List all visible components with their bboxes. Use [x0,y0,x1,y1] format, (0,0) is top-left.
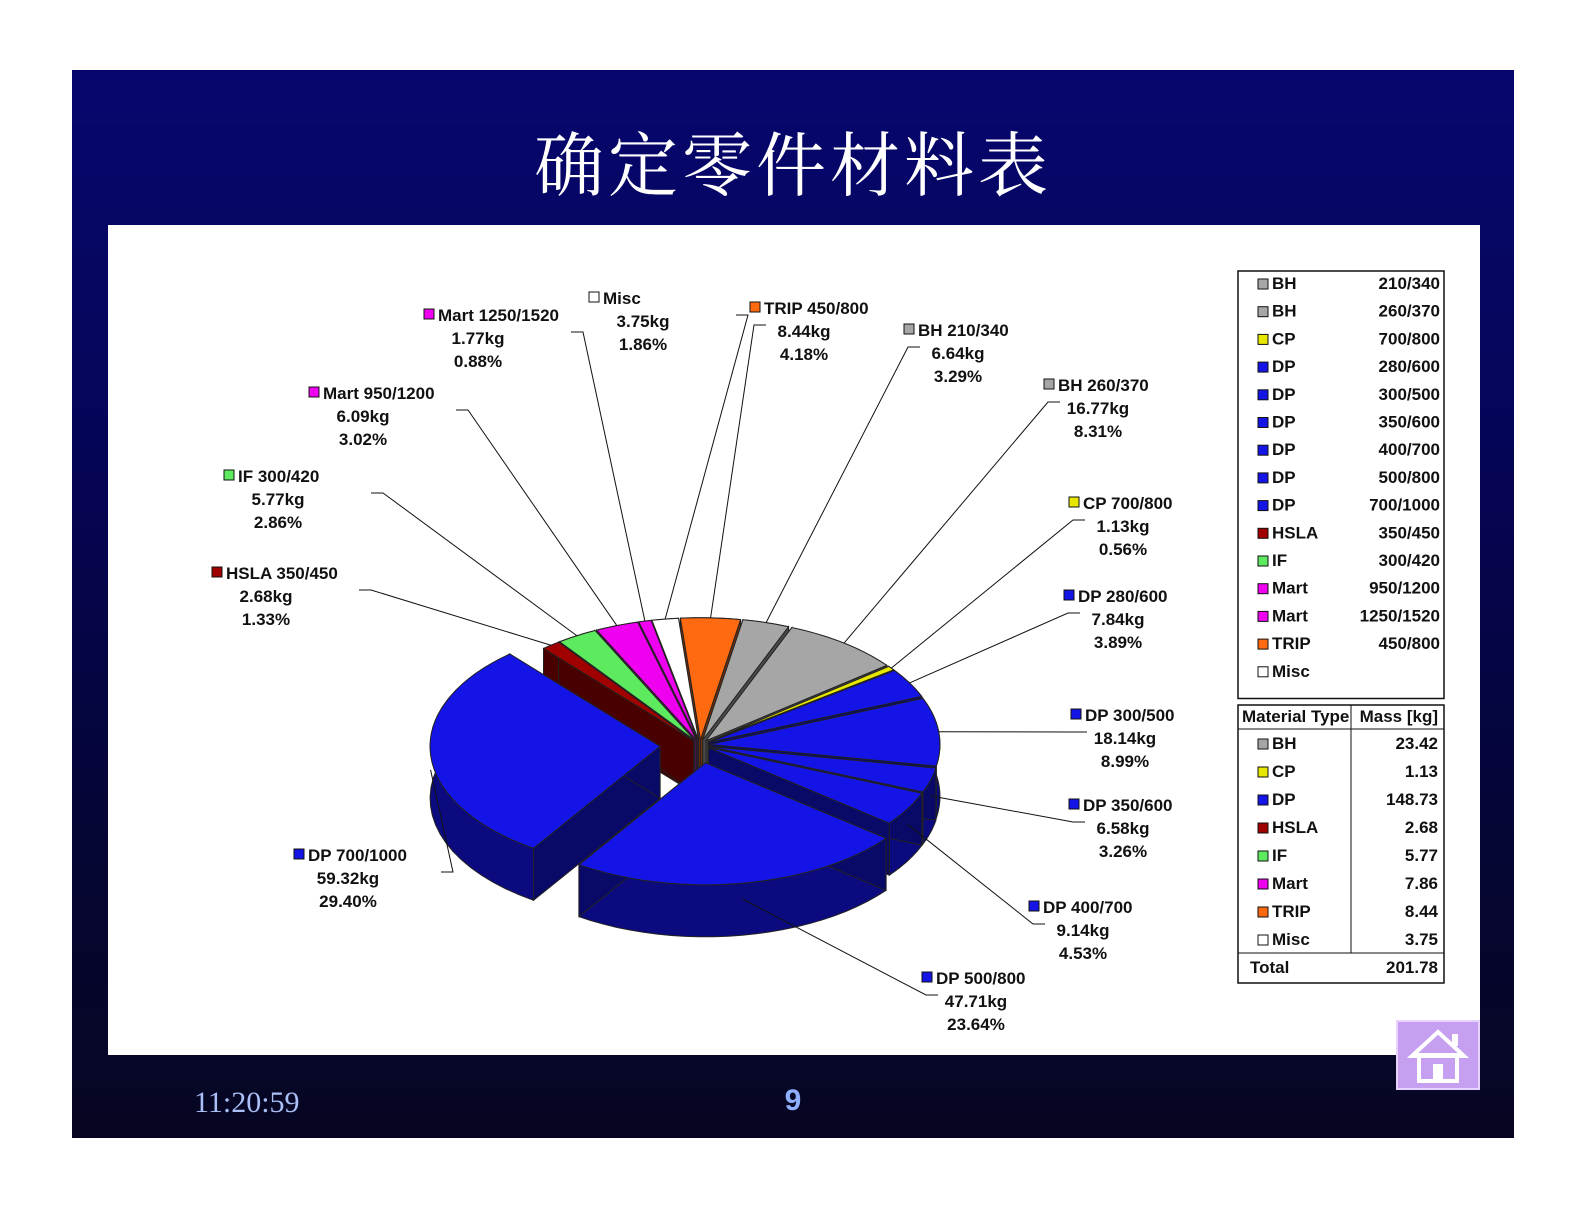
leader-line [844,402,1060,643]
legend-grade: 400/700 [1378,440,1440,460]
pie-group [430,618,940,937]
table-cell-mass: 1.13 [1404,762,1438,781]
slice-label-name: DP 700/1000 [308,846,407,865]
legend-grade: 300/500 [1378,384,1440,404]
slice-label-name: Misc [603,289,641,308]
slice-label-mass: 1.13kg [1096,517,1150,536]
slice-label-mass: 3.75kg [616,312,670,331]
legend-type: Misc [1272,661,1310,681]
legend-swatch [1258,362,1268,372]
legend-swatch [1258,279,1268,289]
legend-type: DP [1272,384,1296,404]
leader-line [571,332,645,621]
legend-type: BH [1272,274,1297,293]
slice-label-percent: 23.64% [947,1015,1005,1034]
legend-type: TRIP [1272,634,1311,654]
table-cell-mass: 148.73 [1386,790,1438,809]
table-header-mass: Mass [kg] [1359,707,1438,726]
legend-grade: 500/800 [1378,467,1440,487]
table-cell-type: IF [1272,846,1288,865]
legend-swatch [1044,379,1054,389]
slice-label-name: CP 700/800 [1083,494,1173,513]
legend [1238,271,1444,699]
slice-label-misc [589,289,748,619]
slice-label-name: DP 280/600 [1078,587,1168,606]
slide [72,70,1514,1138]
legend-swatch [1258,739,1268,749]
slice-label-percent: 2.86% [253,513,303,532]
slice-label-percent: 0.56% [1098,540,1148,559]
legend-swatch [1069,799,1079,809]
slice-label-dp-700-1000 [294,770,453,911]
slice-label-mass: 7.84kg [1091,610,1145,629]
table-header-type: Material Type [1242,707,1350,726]
legend-type: DP [1272,412,1296,432]
slide-clock: 11:20:59 [194,1086,300,1119]
slice-label-mass: 1.77kg [451,329,505,348]
table-cell-mass: 7.86 [1404,874,1438,893]
slice-label-name: DP 500/800 [936,969,1026,988]
leader-line [891,520,1085,668]
table-cell-type: Mart [1272,874,1308,893]
slice-label-mass: 5.77kg [251,490,305,509]
legend-swatch [424,309,434,319]
slice-label-percent: 3.02% [338,430,388,449]
slice-label-mass: 59.32kg [316,869,380,888]
slide-title: 确定零件材料表 [534,125,1052,207]
legend-type: IF [1272,551,1288,570]
legend-grade: 700/800 [1378,329,1440,349]
table-cell-type: HSLA [1272,818,1319,837]
slice-label-hsla-350-450 [212,564,551,645]
slice-label-name: IF 300/420 [238,467,320,486]
slice-label-mart-1250-1520 [424,306,645,621]
slice-label-name: HSLA 350/450 [226,564,338,583]
legend-swatch [1258,445,1268,455]
legend-swatch [1258,639,1268,649]
legend-swatch [1258,907,1268,917]
leader-line [456,410,617,626]
legend-swatch [1258,334,1268,344]
legend-swatch [309,387,319,397]
table-cell-mass: 3.75 [1404,930,1438,949]
legend-swatch [224,470,234,480]
slice-label-mass: 6.64kg [931,344,985,363]
legend-grade: 210/340 [1378,274,1440,293]
legend-swatch [904,324,914,334]
slice-label-percent: 0.88% [453,352,503,371]
slice-label-name: BH 260/370 [1058,376,1149,395]
legend-swatch [1258,307,1268,317]
legend-swatch [212,567,222,577]
legend-grade: 350/600 [1378,412,1440,432]
legend-swatch [1258,851,1268,861]
home-icon [1398,1022,1478,1088]
legend-swatch [1258,418,1268,428]
slice-label-mart-950-1200 [309,384,617,626]
slice-label-percent: 4.18% [779,345,829,364]
slice-label-trip-450-800 [711,299,869,618]
legend-grade: 300/420 [1378,551,1440,570]
slice-label-mass: 16.77kg [1066,399,1130,418]
slice-label-mass: 8.44kg [777,322,831,341]
legend-swatch [1029,901,1039,911]
slice-label-name: DP 400/700 [1043,898,1133,917]
table-cell-mass: 5.77 [1404,846,1438,865]
legend-grade: 950/1200 [1369,578,1440,598]
slice-label-bh-210-340 [766,321,1009,623]
leader-line [910,613,1080,683]
legend-swatch [1069,497,1079,507]
leader-line [359,590,551,645]
slice-label-percent: 3.26% [1098,842,1148,861]
legend-type: HSLA [1272,523,1319,543]
slice-label-mass: 47.71kg [944,992,1008,1011]
legend-type: DP [1272,467,1296,487]
slice-label-percent: 1.86% [618,335,668,354]
legend-swatch [1258,556,1268,566]
legend-type: BH [1272,301,1297,321]
slice-label-dp-300-500 [939,706,1175,771]
slice-label-name: Mart 1250/1520 [438,306,559,325]
legend-swatch [1064,590,1074,600]
slice-label-percent: 3.29% [933,367,983,386]
slice-label-percent: 4.53% [1058,944,1108,963]
table-cell-mass: 23.42 [1395,734,1438,753]
legend-swatch [1258,795,1268,805]
table-cell-type: TRIP [1272,902,1311,921]
slice-label-name: DP 300/500 [1085,706,1175,725]
legend-type: Mart [1272,578,1308,598]
legend-swatch [1258,584,1268,594]
legend-grade: 260/370 [1378,301,1440,321]
legend-grade: 280/600 [1378,357,1440,377]
table-cell-type: BH [1272,734,1297,753]
legend-swatch [294,849,304,859]
slice-label-percent: 8.99% [1100,752,1150,771]
slice-label-name: BH 210/340 [918,321,1009,340]
leader-line [711,325,766,618]
chart-panel [108,225,1480,1055]
leader-line [931,796,1085,822]
legend-grade: 450/800 [1378,634,1440,654]
table-cell-type: CP [1272,762,1296,781]
slice-label-name: DP 350/600 [1083,796,1173,815]
slice-label-mass: 6.09kg [336,407,390,426]
legend-swatch [1258,528,1268,538]
legend-grade: 700/1000 [1369,495,1440,515]
legend-swatch [1258,935,1268,945]
table-total-label: Total [1250,958,1290,977]
home-button[interactable] [1396,1020,1480,1090]
slice-label-percent: 29.40% [319,892,377,911]
exploded-pie-chart [108,225,1480,1055]
slice-label-percent: 8.31% [1073,422,1123,441]
table-cell-type: DP [1272,790,1296,809]
table-cell-type: Misc [1272,930,1310,949]
slice-label-percent: 3.89% [1093,633,1143,652]
slice-label-mass: 18.14kg [1093,729,1157,748]
legend-swatch [922,972,932,982]
slice-label-percent: 1.33% [241,610,291,629]
summary-table [1238,705,1444,983]
legend-swatch [750,302,760,312]
legend-grade: 1250/1520 [1359,606,1440,626]
leader-line [371,493,577,636]
legend-swatch [1258,501,1268,511]
slice-label-dp-280-600 [910,587,1168,683]
slice-label-mass: 6.58kg [1096,819,1150,838]
legend-type: DP [1272,440,1296,460]
legend-type: Mart [1272,606,1308,626]
legend-swatch [1258,667,1268,677]
legend-swatch [1071,709,1081,719]
table-cell-mass: 2.68 [1404,818,1438,837]
slice-label-mass: 2.68kg [239,587,293,606]
legend-swatch [1258,611,1268,621]
legend-swatch [1258,473,1268,483]
slice-label-name: Mart 950/1200 [323,384,435,403]
legend-grade: 350/450 [1378,523,1440,543]
legend-swatch [1258,390,1268,400]
slice-label-name: TRIP 450/800 [764,299,869,318]
legend-swatch [1258,879,1268,889]
slice-label-mass: 9.14kg [1056,921,1110,940]
page-number: 9 [784,1084,802,1117]
legend-swatch [1258,823,1268,833]
table-total-value: 201.78 [1386,958,1438,977]
leader-line [908,824,1045,924]
table-cell-mass: 8.44 [1404,902,1438,921]
legend-type: CP [1272,329,1296,349]
slice-label-dp-350-600 [931,796,1173,861]
legend-swatch [589,292,599,302]
leader-line [665,315,748,619]
legend-type: DP [1272,357,1296,377]
legend-type: DP [1272,495,1296,515]
legend-swatch [1258,767,1268,777]
